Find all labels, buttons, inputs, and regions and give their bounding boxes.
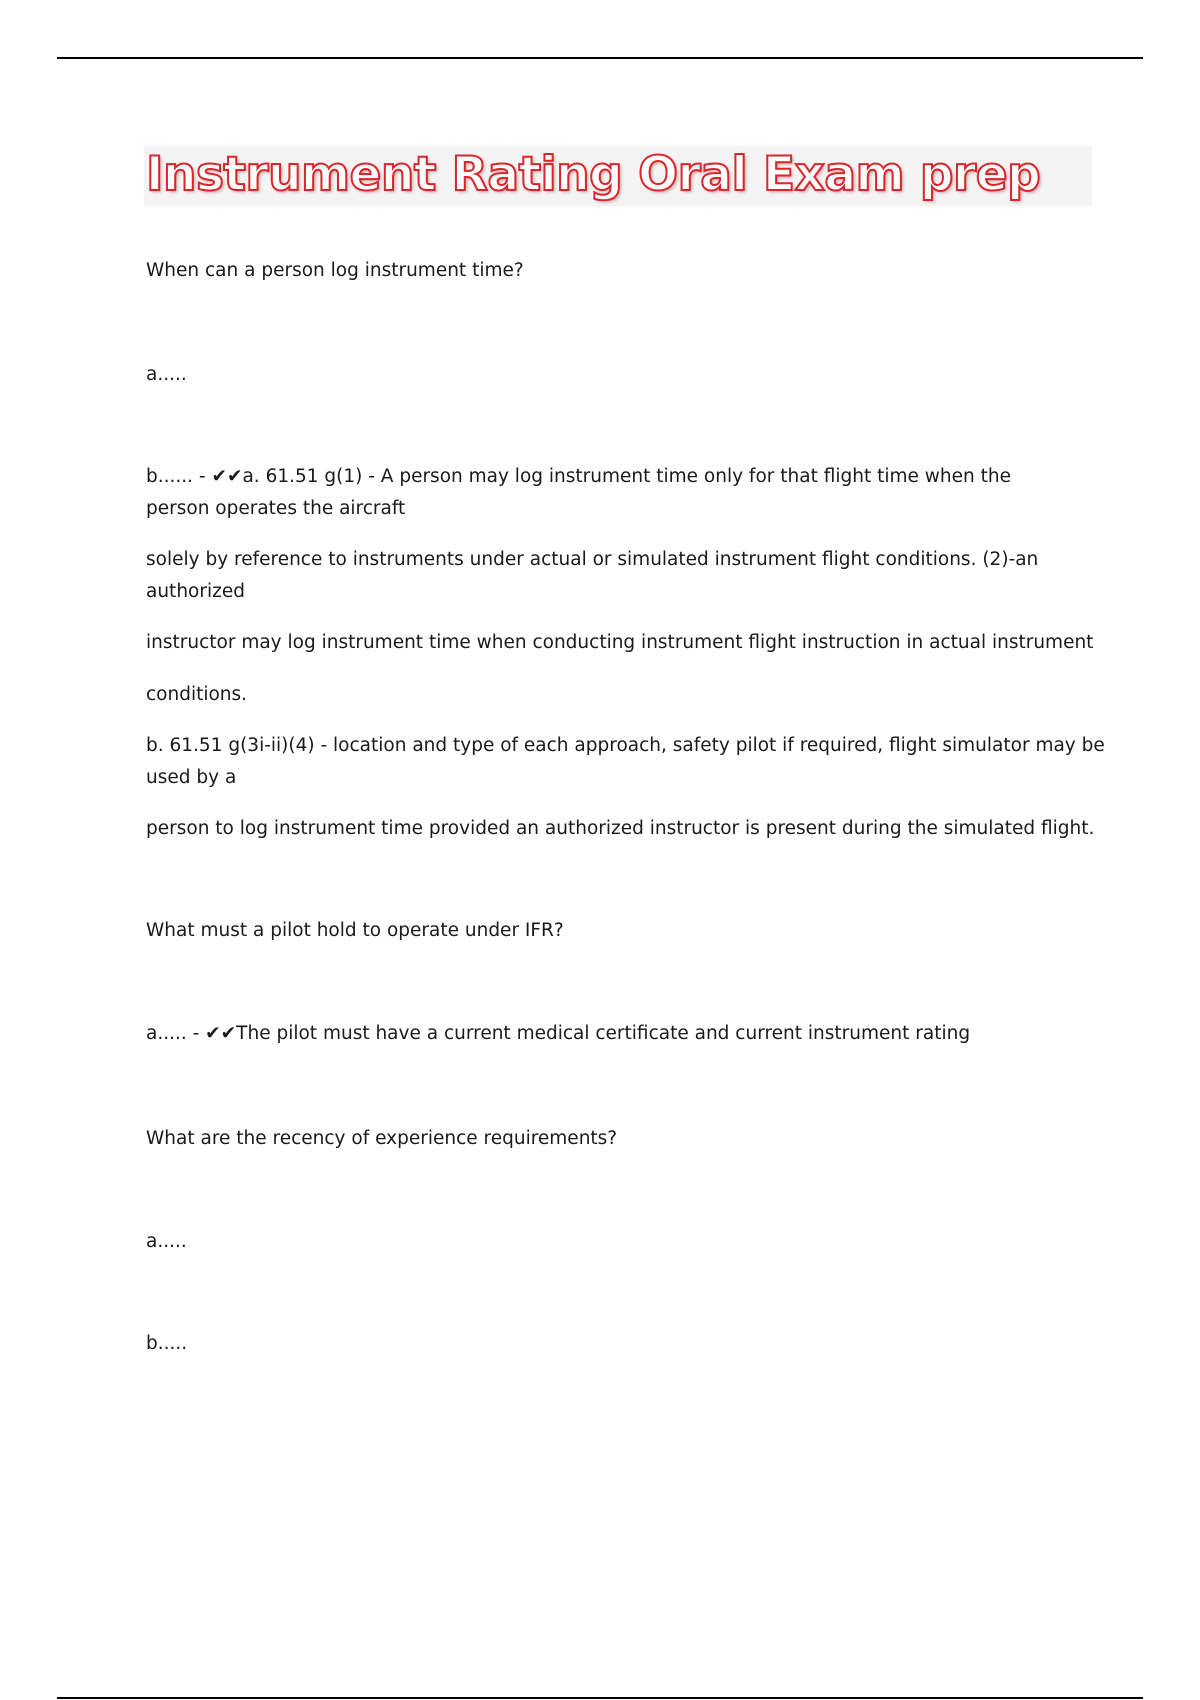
- question-2: What must a pilot hold to operate under IFR?: [146, 920, 564, 941]
- header-rule: [57, 57, 1143, 59]
- answer-line: person operates the aircraft: [146, 498, 406, 519]
- answer-line: solely by reference to instruments under actual or simulated instrument flight conditions. (2)-an: [146, 549, 1039, 570]
- answer-line: b. 61.51 g(3i-ii)(4) - location and type of each approach, safety pilot if required, flight simulator may be: [146, 735, 1105, 756]
- answer-line: b...... - ✔✔a. 61.51 g(1) - A person may log instrument time only for that flight time when the: [146, 466, 1011, 487]
- footer-rule: [57, 1697, 1143, 1699]
- answer-line: used by a: [146, 767, 237, 788]
- question-1: When can a person log instrument time?: [146, 260, 524, 281]
- answer-line: a.....: [146, 364, 187, 385]
- answer-line: conditions.: [146, 684, 248, 705]
- question-3: What are the recency of experience requirements?: [146, 1128, 618, 1149]
- document-title: Instrument Rating Oral Exam prep: [146, 147, 1041, 202]
- answer-line: a..... - ✔✔The pilot must have a current medical certificate and current instrument rating: [146, 1023, 971, 1044]
- answer-line: person to log instrument time provided an authorized instructor is present during the simulated flight.: [146, 818, 1095, 839]
- answer-line: authorized: [146, 581, 245, 602]
- answer-line: instructor may log instrument time when conducting instrument flight instruction in actual instrument: [146, 632, 1094, 653]
- answer-line: b.....: [146, 1333, 188, 1354]
- answer-line: a.....: [146, 1231, 187, 1252]
